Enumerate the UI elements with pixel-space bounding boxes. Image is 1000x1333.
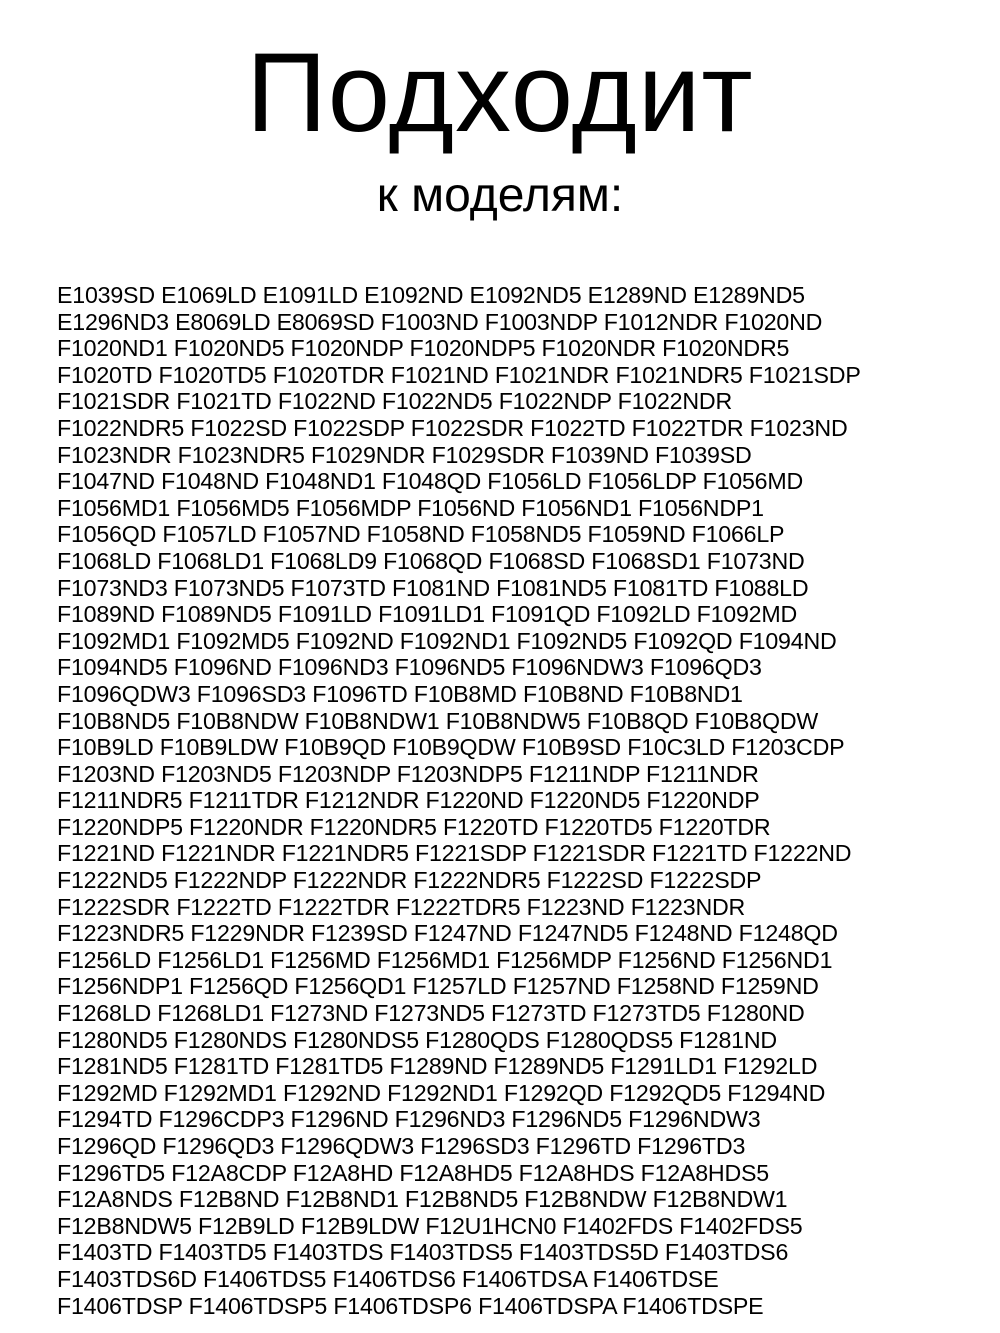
model-line: F10B9LD F10B9LDW F10B9QD F10B9QDW F10B9SD F10C3LD F1203CDP (57, 734, 845, 761)
model-line: F1292MD F1292MD1 F1292ND F1292ND1 F1292QD F1292QD5 F1294ND (57, 1079, 826, 1106)
model-line: F1020ND1 F1020ND5 F1020NDP F1020NDP5 F1020NDR F1020NDR5 (57, 335, 790, 362)
model-line: F1403TDS6D F1406TDS5 F1406TDS6 F1406TDSA F1406TDSE (57, 1265, 719, 1292)
model-line: F1256LD F1256LD1 F1256MD F1256MD1 F1256MDP F1256ND F1256ND1 (57, 946, 833, 973)
model-line: F1281ND5 F1281TD F1281TD5 F1289ND F1289ND5 F1291LD1 F1292LD (57, 1053, 818, 1080)
model-line: F1403TD F1403TD5 F1403TDS F1403TDS5 F1403TDS5D F1403TDS6 (57, 1239, 789, 1266)
model-line: F1406TDSP F1406TDSP5 F1406TDSP6 F1406TDSPA F1406TDSPE (57, 1292, 764, 1319)
model-line: F1294TD F1296CDP3 F1296ND F1296ND3 F1296ND5 F1296NDW3 (57, 1106, 761, 1133)
model-line: F1268LD F1268LD1 F1273ND F1273ND5 F1273TD F1273TD5 F1280ND (57, 1000, 805, 1027)
page-title: Подходит (246, 30, 754, 155)
model-line: F1296QD F1296QD3 F1296QDW3 F1296SD3 F1296TD F1296TD3 (57, 1133, 746, 1159)
compatible-models-list (57, 282, 1000, 1319)
model-line: F10B8ND5 F10B8NDW F10B8NDW1 F10B8NDW5 F10B8QD F10B8QDW (57, 707, 819, 734)
model-line: F1020TD F1020TD5 F1020TDR F1021ND F1021NDR F1021NDR5 F1021SDP (57, 361, 861, 388)
model-line: F1056MD1 F1056MD5 F1056MDP F1056ND F1056ND1 F1056NDP1 (57, 494, 764, 521)
model-line: F1092MD1 F1092MD5 F1092ND F1092ND1 F1092ND5 F1092QD F1094ND (57, 627, 837, 654)
model-line: F1047ND F1048ND F1048ND1 F1048QD F1056LD F1056LDP F1056MD (57, 468, 804, 495)
model-line: E1296ND3 E8069LD E8069SD F1003ND F1003NDP F1012NDR F1020ND (57, 308, 823, 335)
model-line: F1222SDR F1222TD F1222TDR F1222TDR5 F1223ND F1223NDR (57, 893, 746, 920)
model-line: F1056QD F1057LD F1057ND F1058ND F1058ND5 F1059ND F1066LP (57, 521, 785, 548)
page-subtitle: к моделям: (376, 169, 624, 222)
model-line: F1021SDR F1021TD F1022ND F1022ND5 F1022NDP F1022NDR (57, 388, 733, 415)
model-line: F1073ND3 F1073ND5 F1073TD F1081ND F1081ND5 F1081TD F1088LD (57, 574, 809, 601)
model-line: E1039SD E1069LD E1091LD E1092ND E1092ND5 E1289ND E1289ND5 (57, 282, 805, 308)
model-line: F1096QDW3 F1096SD3 F1096TD F10B8MD F10B8ND F10B8ND1 (57, 680, 743, 707)
model-line: F1222ND5 F1222NDP F1222NDR F1222NDR5 F1222SD F1222SDP (57, 867, 762, 894)
model-line: F1211NDR5 F1211TDR F1212NDR F1220ND F1220ND5 F1220NDP (57, 787, 760, 814)
model-line: F1022NDR5 F1022SD F1022SDP F1022SDR F1022TD F1022TDR F1023ND (57, 414, 848, 441)
model-line: F1089ND F1089ND5 F1091LD F1091LD1 F1091QD F1092LD F1092MD (57, 601, 798, 628)
model-line: F1221ND F1221NDR F1221NDR5 F1221SDP F1221SDR F1221TD F1222ND (57, 840, 852, 867)
model-line: F1223NDR5 F1229NDR F1239SD F1247ND F1247ND5 F1248ND F1248QD (57, 920, 838, 947)
model-line: F1296TD5 F12A8CDP F12A8HD F12A8HD5 F12A8HDS F12A8HDS5 (57, 1159, 769, 1186)
model-line: F1068LD F1068LD1 F1068LD9 F1068QD F1068SD F1068SD1 F1073ND (57, 547, 805, 574)
model-line: F1280ND5 F1280NDS F1280NDS5 F1280QDS F1280QDS5 F1281ND (57, 1026, 777, 1053)
model-line: F12B8NDW5 F12B9LD F12B9LDW F12U1HCN0 F1402FDS F1402FDS5 (57, 1212, 803, 1239)
model-line: F12A8NDS F12B8ND F12B8ND1 F12B8ND5 F12B8NDW F12B8NDW1 (57, 1186, 788, 1213)
model-line: F1023NDR F1023NDR5 F1029NDR F1029SDR F1039ND F1039SD (57, 441, 752, 468)
model-line: F1094ND5 F1096ND F1096ND3 F1096ND5 F1096NDW3 F1096QD3 (57, 654, 762, 681)
model-line: F1220NDP5 F1220NDR F1220NDR5 F1220TD F1220TD5 F1220TDR (57, 813, 771, 840)
model-line: F1256NDP1 F1256QD F1256QD1 F1257LD F1257ND F1258ND F1259ND (57, 973, 819, 1000)
model-line: F1203ND F1203ND5 F1203NDP F1203NDP5 F1211NDP F1211NDR (57, 760, 759, 787)
